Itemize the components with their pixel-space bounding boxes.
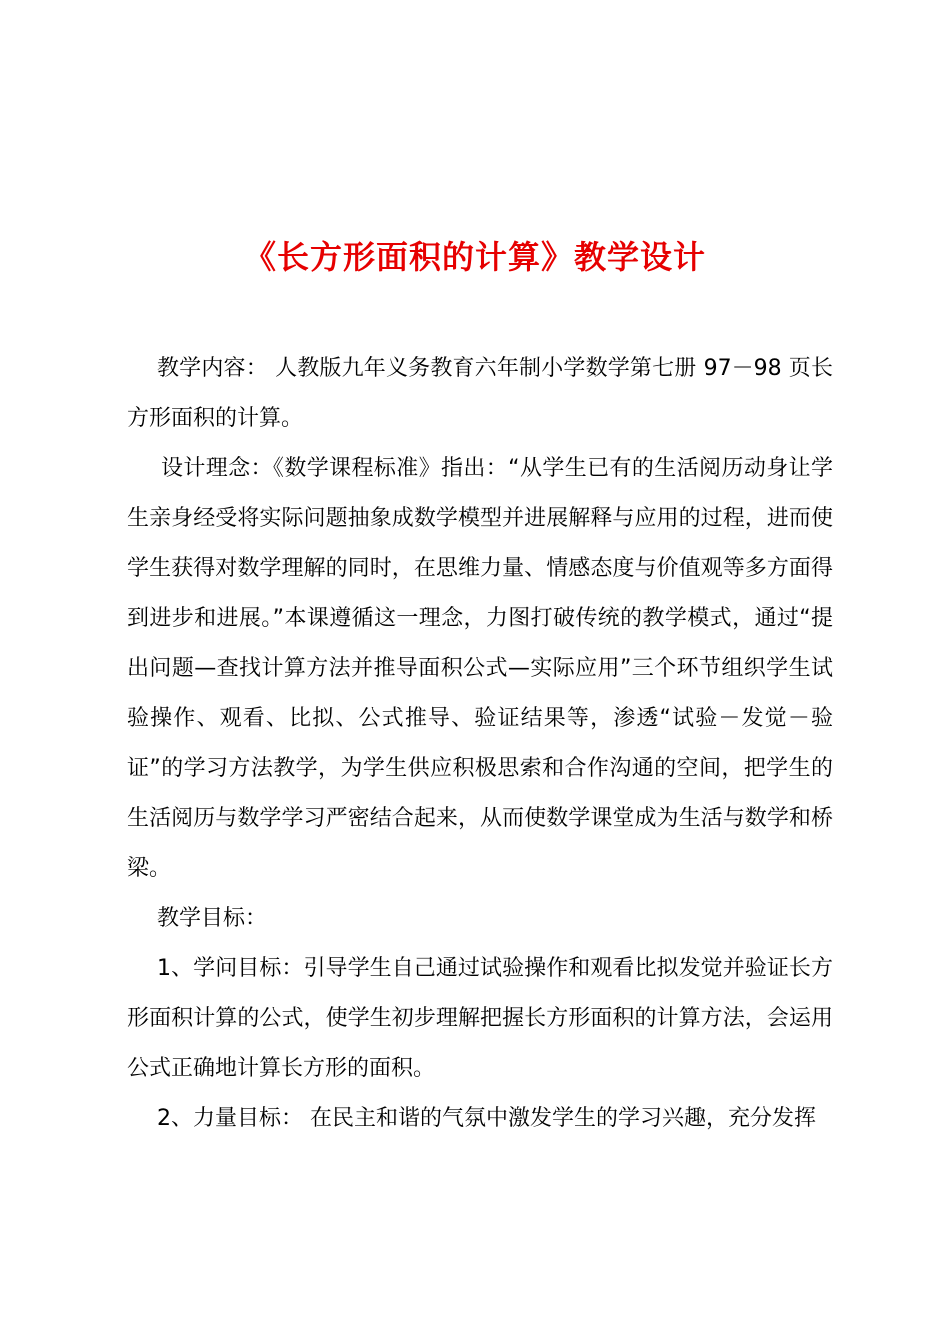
paragraph-design-concept: 设计理念：《数学课程标准》指出：“从学生已有的生活阅历动身让学生亲身经受将实际问题抽象成数学模型并进展解释与应用的过程，进而使学生获得对数学理解的同时，在思维力量、情感态度与价值观等多方面得到进步和进展。”本课遵循这一理念，力图打破传统的教学模式，通过“提出问题—查找计算方法并推导面积公式—实际应用”三个环节组织学生试验操作、观看、比拟、公式推导、验证结果等，渗透“试验－发觉－验证”的学习方法教学，为学生供应积极思索和合作沟通的空间，把学生的生活阅历与数学学习严密结合起来，从而使数学课堂成为生活与数学和桥梁。 xyxy=(127,456,833,881)
paragraph-knowledge-goal: 1、学问目标：引导学生自己通过试验操作和观看比拟发觉并验证长方形面积计算的公式，使学生初步理解把握长方形面积的计算方法，会运用公式正确地计算长方形的面积。 xyxy=(127,956,833,1081)
document-title: 《长方形面积的计算》教学设计 xyxy=(243,238,706,277)
paragraph-ability-goal: 2、力量目标： 在民主和谐的气氛中激发学生的学习兴趣，充分发挥 xyxy=(157,1106,816,1131)
paragraph-teaching-content: 教学内容： 人教版九年义务教育六年制小学数学第七册 97－98 页长方形面积的计算。 xyxy=(127,356,833,431)
paragraph-teaching-goals-heading: 教学目标： xyxy=(157,906,268,931)
document-body xyxy=(127,344,833,1144)
